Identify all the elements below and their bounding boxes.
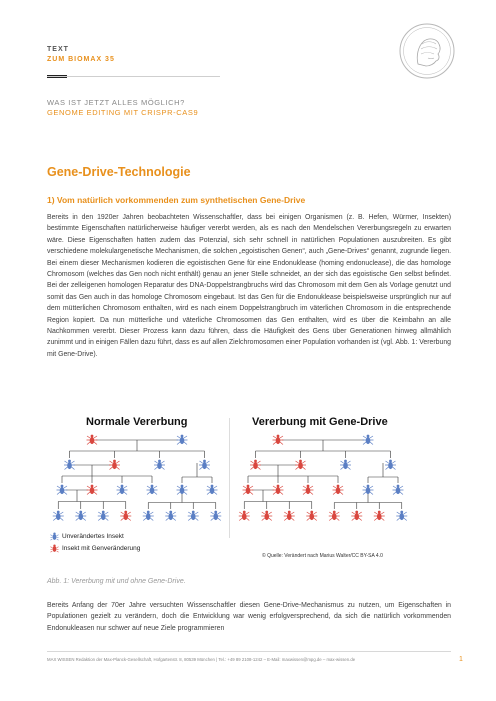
blue-insect-icon [50, 532, 59, 541]
unchanged-insect-icon [53, 511, 64, 521]
article-paragraph-2: Bereits Anfang der 70er Jahre versuchten Wissenschaftler diesen Gene-Drive-Mechanismus zu nutzen, um Eigenschaften in Populationen gezielt zu verändern, doch die Entwicklung war wenig erfolgversprechend, da sich die natürlich vorkommenden Endonukleasen nur schwer auf neue Ziele programmieren [47, 602, 451, 632]
modified-insect-icon [239, 511, 250, 521]
header-sub-label: ZUM BIOMAX 35 [47, 56, 115, 63]
unchanged-insect-icon [188, 511, 199, 521]
modified-insect-icon [87, 485, 98, 495]
modified-insect-icon [374, 511, 385, 521]
unchanged-insect-icon [393, 485, 404, 495]
unchanged-insect-icon [75, 511, 86, 521]
unchanged-insect-icon [64, 460, 75, 470]
figure-right-title: Vererbung mit Gene-Drive [252, 416, 388, 428]
legend-unchanged [50, 532, 124, 541]
unchanged-insect-icon [385, 460, 396, 470]
unchanged-insect-icon [117, 485, 128, 495]
unchanged-insect-icon [363, 435, 374, 445]
unchanged-insect-icon [143, 511, 154, 521]
inheritance-tree-gene-drive [233, 432, 413, 530]
modified-insect-icon [329, 511, 340, 521]
modified-insect-icon [273, 435, 284, 445]
modified-insect-icon [303, 485, 314, 495]
modified-insect-icon [273, 485, 284, 495]
unchanged-insect-icon [199, 460, 210, 470]
section-title: WAS IST JETZT ALLES MÖGLICH? [47, 98, 185, 107]
article-heading: Gene-Drive-Technologie [47, 165, 191, 179]
footer-text: MAX WISSEN Redaktion der Max-Planck-Gesellschaft, Hofgartenstr. 8, 80539 München | Tel.: +49 89 2108-1242 – E-Mail: maxwissen@mpg.de – max-wissen.de [47, 657, 356, 662]
header-divider [47, 76, 220, 77]
modified-insect-icon [87, 435, 98, 445]
figure-caption: Abb. 1: Vererbung mit und ohne Gene-Drive. [47, 578, 186, 585]
unchanged-insect-icon [165, 511, 176, 521]
modified-insect-icon [306, 511, 317, 521]
modified-insect-icon [109, 460, 120, 470]
unchanged-insect-icon [340, 460, 351, 470]
unchanged-insect-icon [147, 485, 158, 495]
modified-insect-icon [351, 511, 362, 521]
modified-insect-icon [261, 511, 272, 521]
modified-insect-icon [295, 460, 306, 470]
figure-divider [229, 418, 230, 538]
figure-credit: © Quelle: Verändert nach Marius Walter/CC BY-SA 4.0 [262, 553, 383, 559]
legend-unchanged-label: Unverändertes Insekt [62, 533, 124, 540]
modified-insect-icon [333, 485, 344, 495]
red-insect-icon [50, 544, 59, 553]
header-text-label: TEXT [47, 46, 69, 53]
unchanged-insect-icon [177, 435, 188, 445]
unchanged-insect-icon [207, 485, 218, 495]
legend-modified-label: Insekt mit Genveränderung [62, 545, 141, 552]
article-paragraph-1: Bereits in den 1920er Jahren beobachteten Wissenschaftler, dass bei einigen Organismen (z. B. Hefen, Würmer, Insekten) bestimmte Eigenschaften natürlicherweise häufiger vererbt werden, als es nach den Mendelschen Vererbungsregeln zu erwarten wäre. Diese Eigenschaften hatten zudem das Potenzial, sich sehr schnell in natürlichen Populationen auszubreiten. Es gibt verschiedene molekulargenetische Mechanismen, die solchen „egoistischen Genen“, auch „Gene-Drives“ genannt, zugrunde liegen. Bei einem dieser Mechanismen kodieren die egoistischen Gene für eine Endonuklease (homing endonuclease), die das homologe Chromosom (welches das Gen noch nicht enthält) genau an jener Stelle schneidet, an der sich das egoistische Gen selbst befindet. Bei der zelleigenen homologen Reparatur des DNA-Doppelstrangbruchs wird das Chromosom mit dem Gen als Vorlage genutzt und somit das Gen auch in das homologe Chromosom eingebaut. Ist das Gen für die Endonuklease beispielsweise ursprünglich nur auf dem mütterlichen Chromosom enthalten, wird es nach einem Doppelstrangbruch im väterlichen Chromosom in die entsprechende Region kopiert. Da nun mütterliche und väterliche Chromosomen das Gen enthalten, wird es über die Keimbahn an alle Nachkommen vererbt. Dieser Prozess kann dazu führen, dass die Häufigkeit des Gens über Generationen hinweg allmählich zunimmt und in einigen Fällen dazu führt, dass es auf allen Zielchromosomen einer Population vorhanden ist (vgl. Abb. 1: Vererbung mit Gene-Drive). [47, 214, 451, 358]
unchanged-insect-icon [363, 485, 374, 495]
inheritance-tree-normal [47, 432, 227, 530]
section-subtitle: GENOME EDITING MIT CRISPR-CAS9 [47, 108, 199, 117]
unchanged-insect-icon [57, 485, 68, 495]
article-subheading: 1) Vom natürlich vorkommenden zum synthetischen Gene-Drive [47, 195, 306, 205]
modified-insect-icon [250, 460, 261, 470]
minerva-logo-icon [398, 22, 456, 80]
modified-insect-icon [243, 485, 254, 495]
footer-divider [47, 651, 451, 652]
page-number: 1 [459, 656, 463, 663]
legend-modified [50, 544, 140, 553]
unchanged-insect-icon [396, 511, 407, 521]
unchanged-insect-icon [177, 485, 188, 495]
modified-insect-icon [120, 511, 131, 521]
unchanged-insect-icon [98, 511, 109, 521]
unchanged-insect-icon [154, 460, 165, 470]
modified-insect-icon [284, 511, 295, 521]
unchanged-insect-icon [210, 511, 221, 521]
figure-left-title: Normale Vererbung [86, 416, 188, 428]
